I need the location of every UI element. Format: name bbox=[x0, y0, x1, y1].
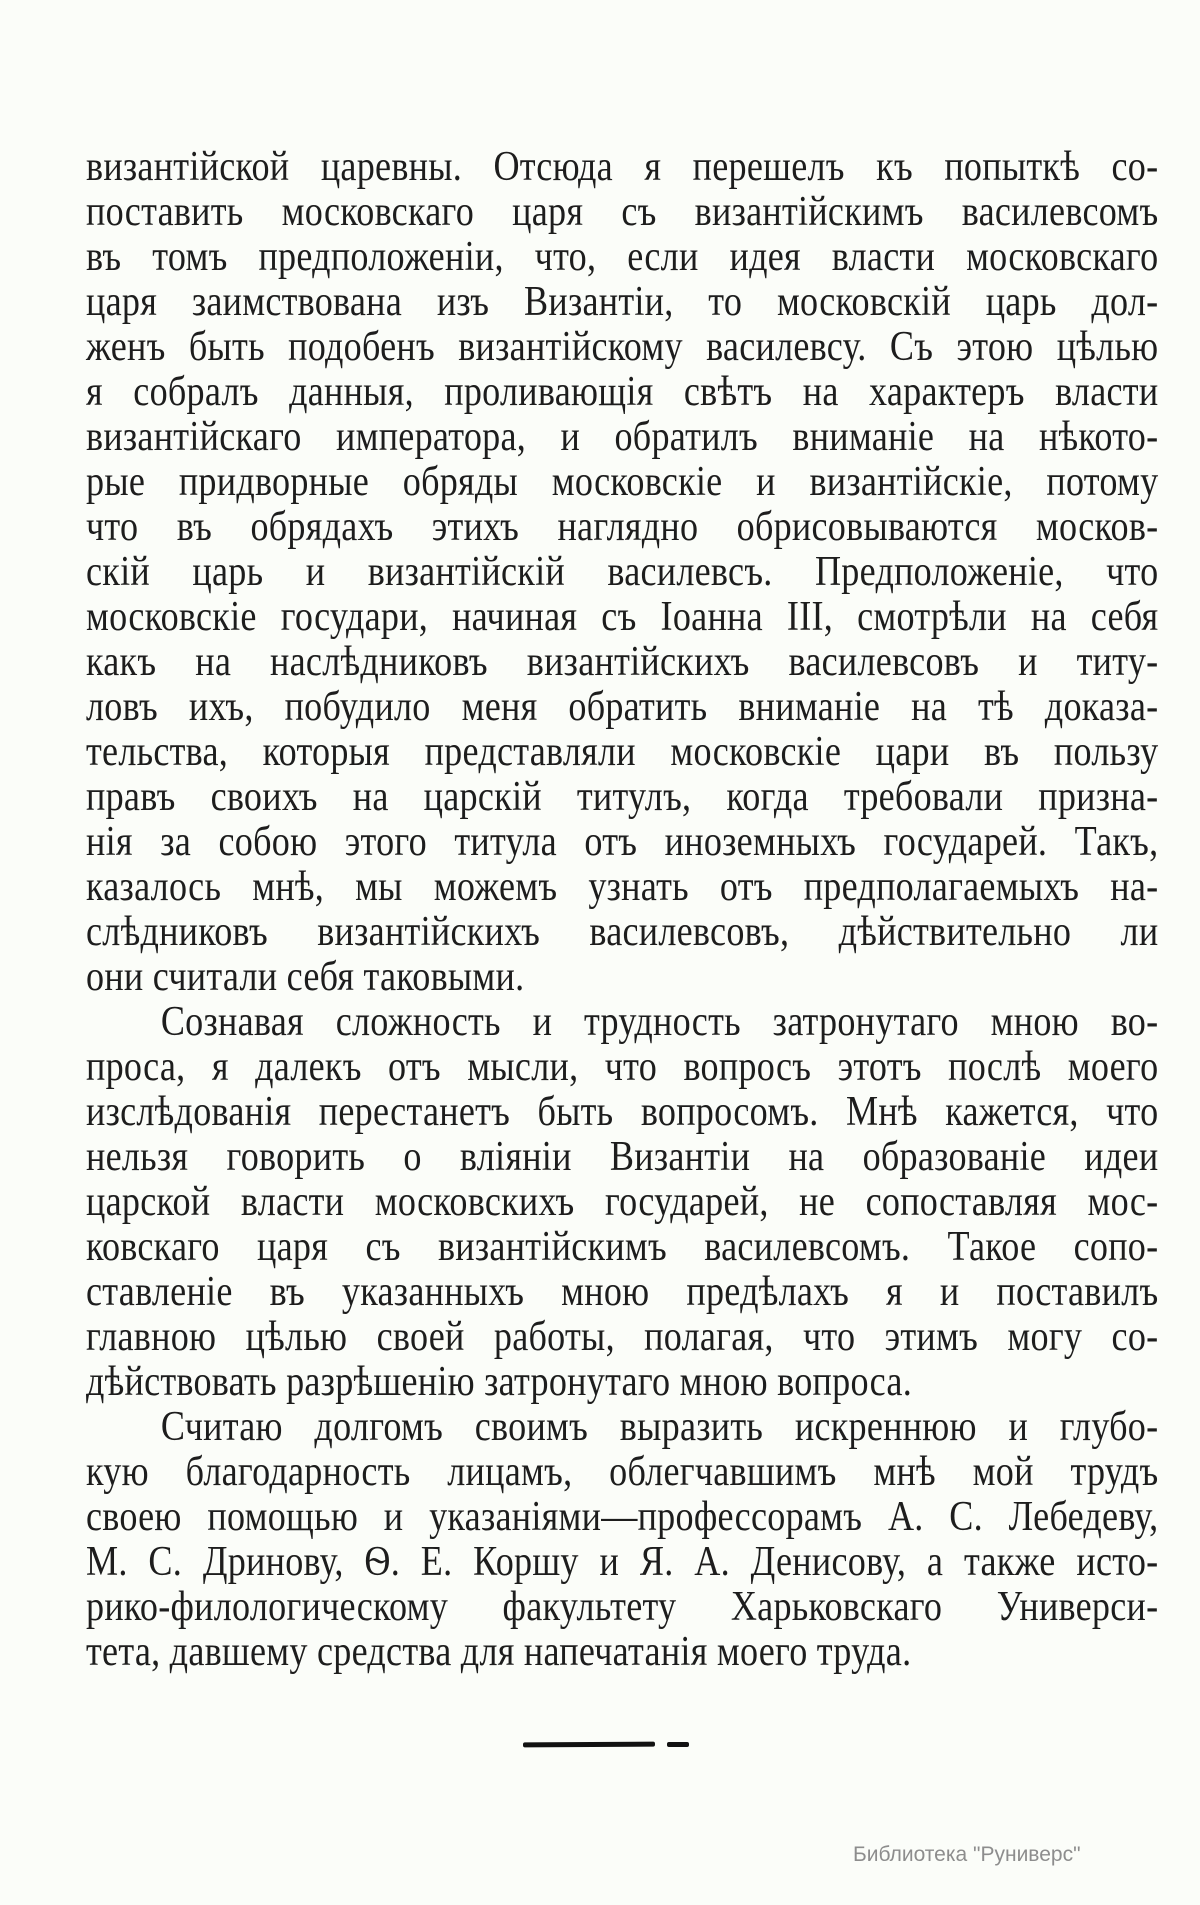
runivers-library-watermark: Библиотека "Руниверс" bbox=[853, 1843, 1081, 1866]
text-line: рико-филологическому факультету Харьковскаго Универси- bbox=[86, 1584, 1159, 1630]
text-line: М. С. Дринову, Ѳ. Е. Коршу и Я. А. Денисову, а также исто- bbox=[86, 1539, 1159, 1585]
text-line: рые придворные обряды московскіе и византійскіе, потому bbox=[86, 459, 1159, 505]
text-line: ставленіе въ указанныхъ мною предѣлахъ я и поставилъ bbox=[86, 1269, 1159, 1315]
text-line: нельзя говорить о вліяніи Византіи на образованіе идеи bbox=[86, 1134, 1159, 1180]
text-line: византійской царевны. Отсюда я перешелъ къ попыткѣ со- bbox=[86, 144, 1159, 190]
text-line: проса, я далекъ отъ мысли, что вопросъ этотъ послѣ моего bbox=[86, 1044, 1159, 1090]
text-line: дѣйствовать разрѣшенію затронутаго мною вопроса. bbox=[86, 1359, 912, 1405]
text-line: кую благодарность лицамъ, облегчавшимъ мнѣ мой трудъ bbox=[86, 1449, 1159, 1495]
rule-segment-short bbox=[667, 1742, 689, 1747]
section-divider-rule bbox=[523, 1741, 689, 1747]
text-line: они считали себя таковыми. bbox=[86, 954, 525, 1000]
text-line: Считаю долгомъ своимъ выразить искреннюю и глубо- bbox=[160, 1404, 1159, 1450]
text-line: поставить московскаго царя съ византійскимъ василевсомъ bbox=[86, 189, 1159, 235]
text-line: скій царь и византійскій василевсъ. Предположеніе, что bbox=[86, 549, 1159, 595]
text-line: казалось мнѣ, мы можемъ узнать отъ предполагаемыхъ на- bbox=[86, 864, 1159, 910]
page-text-block bbox=[86, 145, 1158, 1675]
text-line: тета, давшему средства для напечатанія моего труда. bbox=[86, 1629, 912, 1675]
text-line: царской власти московскихъ государей, не сопоставляя мос- bbox=[86, 1179, 1159, 1225]
text-line: что въ обрядахъ этихъ наглядно обрисовываются москов- bbox=[86, 504, 1159, 550]
text-line: царя заимствована изъ Византіи, то московскій царь дол- bbox=[86, 279, 1159, 325]
text-line: какъ на наслѣдниковъ византійскихъ василевсовъ и титу- bbox=[86, 639, 1159, 685]
text-line: ковскаго царя съ византійскимъ василевсомъ. Такое сопо- bbox=[86, 1224, 1159, 1270]
text-line: тельства, которыя представляли московскіе цари въ пользу bbox=[86, 729, 1159, 775]
text-line: московскіе государи, начиная съ Іоанна III, смотрѣли на себя bbox=[86, 594, 1159, 640]
text-line: я собралъ данныя, проливающія свѣтъ на характеръ власти bbox=[86, 369, 1159, 415]
rule-segment-long bbox=[523, 1741, 655, 1747]
text-line: въ томъ предположеніи, что, если идея власти московскаго bbox=[86, 234, 1159, 280]
text-line: своею помощью и указаніями—профессорамъ А. С. Лебедеву, bbox=[86, 1494, 1159, 1540]
text-line: византійскаго императора, и обратилъ вниманіе на нѣкото- bbox=[86, 414, 1159, 460]
text-line: ловъ ихъ, побудило меня обратить вниманіе на тѣ доказа- bbox=[86, 684, 1159, 730]
text-line: изслѣдованія перестанетъ быть вопросомъ. Мнѣ кажется, что bbox=[86, 1089, 1159, 1135]
text-line: правъ своихъ на царскій титулъ, когда требовали призна- bbox=[86, 774, 1159, 820]
text-line: женъ быть подобенъ византійскому василевсу. Съ этою цѣлью bbox=[86, 324, 1159, 370]
text-line: нія за собою этого титула отъ иноземныхъ государей. Такъ, bbox=[86, 819, 1159, 865]
text-line: слѣдниковъ византійскихъ василевсовъ, дѣйствительно ли bbox=[86, 909, 1159, 955]
text-line: главною цѣлью своей работы, полагая, что этимъ могу со- bbox=[86, 1314, 1159, 1360]
text-line: Сознавая сложность и трудность затронутаго мною во- bbox=[160, 999, 1159, 1045]
